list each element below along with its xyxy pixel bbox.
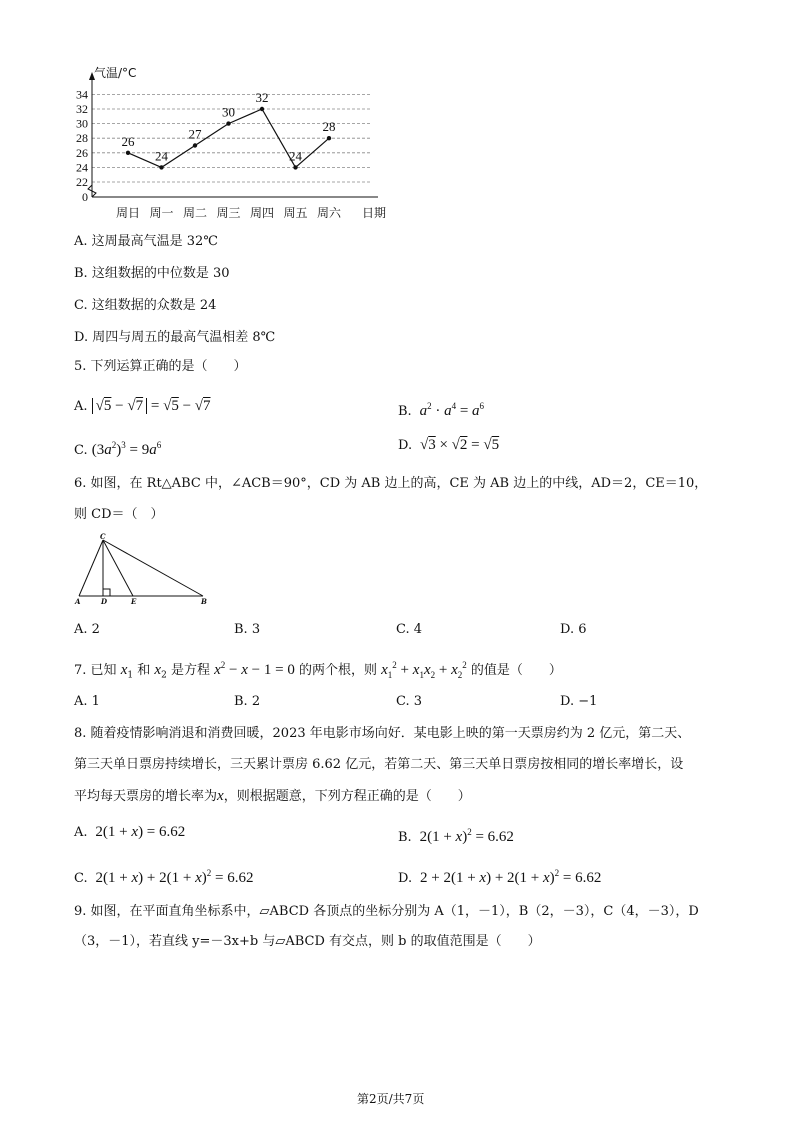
q9-stem-line2: （3，－1），若直线 y=－3x+b 与▱ABCD 有交点，则 b 的取值范围是（ ） <box>74 934 541 949</box>
y-tick-label: 22 <box>76 175 88 189</box>
q7-option-b: B. 2 <box>234 694 261 709</box>
data-point <box>226 121 230 125</box>
x-tick-label: 周日 <box>115 206 141 220</box>
y-tick-label: 30 <box>76 116 88 131</box>
x-tick-label: 周一 <box>149 206 174 220</box>
data-point <box>193 143 197 147</box>
data-point <box>293 165 297 169</box>
q5-option-b: B. $a^2 \cdot a^4 = a^6$ <box>398 401 485 419</box>
q7-option-a: A. 1 <box>74 694 100 709</box>
q4-option-c: C. 这组数据的众数是 24 <box>74 298 217 313</box>
q8-option-c: C. $2(1 + x) + 2(1 + x)^2 = 6.62$ <box>74 868 254 886</box>
q6-stem-line1: 6. 如图，在 Rt△ABC 中，∠ACB＝90°，CD 为 AB 边上的高，CE 为 AB 边上的中线，AD＝2，CE＝10， <box>74 476 708 491</box>
q5-option-c: C. $(3a^2)^3 = 9a^6$ <box>74 440 162 458</box>
x-tick-label: 周六 <box>316 206 342 220</box>
q7-option-d: D. −1 <box>560 694 598 709</box>
data-label: 27 <box>188 126 202 142</box>
q6-option-c: C. 4 <box>396 622 423 637</box>
q6-option-a: A. 2 <box>74 622 100 637</box>
data-label: 30 <box>222 104 235 120</box>
data-point <box>159 165 163 169</box>
x-tick-label: 周四 <box>249 206 275 220</box>
label-b: B <box>201 597 207 606</box>
data-point <box>126 151 130 155</box>
q4-option-d: D. 周四与周五的最高气温相差 8℃ <box>74 330 276 345</box>
x-tick-label: 周二 <box>182 206 208 220</box>
data-label: 32 <box>255 90 269 105</box>
y-tick-label: 32 <box>76 102 88 116</box>
q7-stem: 7. 已知 $x_1$ 和 $x_2$ 是方程 $x^2 - x - 1 = 0$ 的两个根，则 $x_1^2 + x_1x_2 + x_2^2$ 的值是（ ） <box>74 660 562 681</box>
x-tick-label: 周五 <box>283 206 308 220</box>
q9-stem-line1: 9. 如图，在平面直角坐标系中，▱ABCD 各顶点的坐标分别为 A（1，－1），B（2，－3），C（4，－3），D <box>74 904 699 919</box>
temperature-line-chart <box>60 62 400 226</box>
data-point <box>327 136 331 140</box>
q6-option-d: D. 6 <box>560 622 587 637</box>
q5-option-a: A. √5 − √7 = √5 − √7 <box>74 398 211 414</box>
q8-option-a: A. 2(1 + x) = 6.62 <box>74 824 186 840</box>
q6-stem-line2: 则 CD＝（ ） <box>74 507 164 522</box>
q4-option-a: A. 这周最高气温是 32℃ <box>74 234 218 249</box>
y-tick-label: 28 <box>76 131 88 146</box>
y-tick-label: 0 <box>82 190 88 204</box>
q8-stem-line1: 8. 随着疫情影响消退和消费回暖，2023 年电影市场向好．某电影上映的第一天票房约为 2 亿元，第二天、 <box>74 726 691 741</box>
q8-stem-line3: 平均每天票房的增长率为x，则根据题意，下列方程正确的是（ ） <box>74 788 471 804</box>
data-label: 24 <box>289 148 302 164</box>
label-d: D <box>101 597 108 606</box>
y-tick-label: 34 <box>76 87 88 102</box>
page-footer: 第2页/共7页 <box>357 1092 425 1106</box>
q4-option-b: B. 这组数据的中位数是 30 <box>74 266 230 281</box>
y-tick-label: 26 <box>76 145 88 160</box>
y-tick-label: 24 <box>76 160 88 175</box>
label-a: A <box>75 597 81 606</box>
data-label: 24 <box>155 148 168 164</box>
triangle-figure <box>70 532 215 610</box>
q8-stem-line2: 第三天单日票房持续增长，三天累计票房 6.62 亿元，若第二天、第三天单日票房按相同的增长率增长，设 <box>74 757 684 772</box>
q8-option-d: D. $2 + 2(1 + x) + 2(1 + x)^2 = 6.62$ <box>398 868 602 886</box>
q7-option-c: C. 3 <box>396 694 423 709</box>
label-e: E <box>131 597 137 606</box>
label-c: C <box>100 532 106 541</box>
y-axis-title: 气温/°C <box>94 66 137 80</box>
q8-option-b: B. $2(1 + x)^2 = 6.62$ <box>398 827 514 845</box>
q5-option-d: D. √3 × √2 = √5 <box>398 437 500 453</box>
q6-option-b: B. 3 <box>234 622 261 637</box>
q5-stem: 5. 下列运算正确的是（ ） <box>74 359 247 374</box>
x-axis-title: 日期 <box>361 206 387 220</box>
data-label: 28 <box>322 119 336 135</box>
data-label: 26 <box>121 133 135 149</box>
data-point <box>260 107 264 111</box>
x-tick-label: 周三 <box>216 206 241 220</box>
